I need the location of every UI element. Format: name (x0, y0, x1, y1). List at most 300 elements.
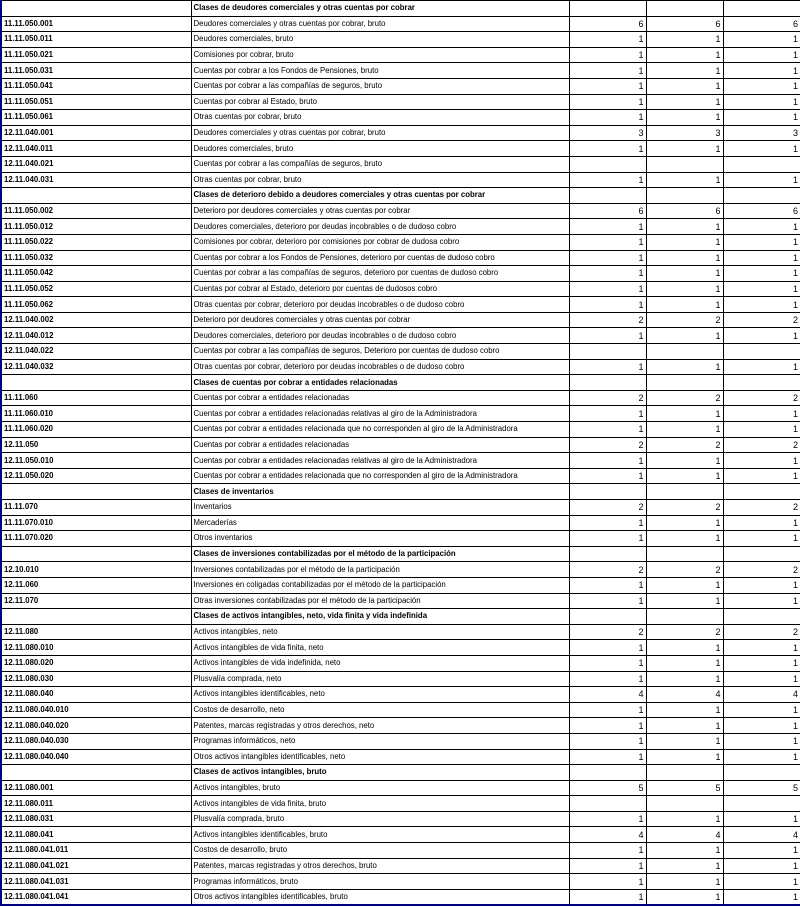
value-cell-1[interactable]: 1 (569, 593, 646, 609)
value-cell-3[interactable]: 1 (723, 874, 800, 890)
section-title-cell[interactable]: Clases de activos intangibles, neto, vida finita y vida indefinida (191, 609, 569, 625)
value-cell-3[interactable]: 1 (723, 172, 800, 188)
account-description-cell[interactable]: Cuentas por cobrar a entidades relacionadas (191, 390, 569, 406)
account-code-cell[interactable]: 11.11.050.011 (1, 32, 191, 48)
account-description-cell[interactable]: Plusvalía comprada, neto (191, 671, 569, 687)
value-cell-2[interactable]: 1 (646, 531, 723, 547)
account-description-cell[interactable]: Comisiones por cobrar, bruto (191, 47, 569, 63)
value-cell-2[interactable]: 1 (646, 32, 723, 48)
value-cell-1[interactable] (569, 609, 646, 625)
account-description-cell[interactable]: Otros activos intangibles identificables, bruto (191, 889, 569, 905)
account-code-cell[interactable]: 12.10.010 (1, 562, 191, 578)
account-description-cell[interactable]: Otras cuentas por cobrar, deterioro por deudas incobrables o de dudoso cobro (191, 359, 569, 375)
account-description-cell[interactable]: Deudores comerciales y otras cuentas por cobrar, bruto (191, 16, 569, 32)
account-code-cell[interactable]: 12.11.080.040.030 (1, 733, 191, 749)
account-code-cell[interactable]: 12.11.080.041.021 (1, 858, 191, 874)
value-cell-1[interactable]: 4 (569, 687, 646, 703)
account-description-cell[interactable]: Cuentas por cobrar a entidades relacionadas relativas al giro de la Administradora (191, 453, 569, 469)
value-cell-1[interactable]: 1 (569, 32, 646, 48)
value-cell-1[interactable]: 6 (569, 203, 646, 219)
value-cell-3[interactable]: 1 (723, 718, 800, 734)
account-description-cell[interactable]: Otros activos intangibles identificables, neto (191, 749, 569, 765)
account-description-cell[interactable]: Otros inventarios (191, 531, 569, 547)
value-cell-3[interactable]: 1 (723, 328, 800, 344)
value-cell-3[interactable]: 1 (723, 702, 800, 718)
value-cell-3[interactable]: 1 (723, 593, 800, 609)
value-cell-1[interactable]: 1 (569, 811, 646, 827)
value-cell-2[interactable]: 1 (646, 733, 723, 749)
value-cell-1[interactable]: 2 (569, 624, 646, 640)
account-code-cell[interactable]: 11.11.050.001 (1, 16, 191, 32)
value-cell-2[interactable] (646, 1, 723, 17)
value-cell-3[interactable]: 1 (723, 250, 800, 266)
value-cell-2[interactable]: 1 (646, 141, 723, 157)
account-description-cell[interactable]: Otras cuentas por cobrar, bruto (191, 110, 569, 126)
value-cell-1[interactable]: 4 (569, 827, 646, 843)
value-cell-1[interactable] (569, 344, 646, 360)
value-cell-1[interactable]: 1 (569, 141, 646, 157)
value-cell-1[interactable]: 2 (569, 500, 646, 516)
value-cell-2[interactable] (646, 156, 723, 172)
value-cell-2[interactable]: 1 (646, 78, 723, 94)
value-cell-3[interactable]: 1 (723, 234, 800, 250)
section-title-cell[interactable]: Clases de deterioro debido a deudores comerciales y otras cuentas por cobrar (191, 188, 569, 204)
account-description-cell[interactable]: Cuentas por cobrar al Estado, deterioro por cuentas de dudosos cobro (191, 281, 569, 297)
value-cell-3[interactable]: 1 (723, 32, 800, 48)
section-title-cell[interactable]: Clases de cuentas por cobrar a entidades relacionadas (191, 375, 569, 391)
value-cell-2[interactable]: 2 (646, 562, 723, 578)
account-code-cell[interactable]: 12.11.040.001 (1, 125, 191, 141)
value-cell-1[interactable] (569, 1, 646, 17)
value-cell-2[interactable]: 1 (646, 468, 723, 484)
value-cell-1[interactable] (569, 546, 646, 562)
account-description-cell[interactable]: Cuentas por cobrar a los Fondos de Pensiones, bruto (191, 63, 569, 79)
value-cell-2[interactable]: 6 (646, 16, 723, 32)
account-code-cell[interactable]: 12.11.040.021 (1, 156, 191, 172)
account-code-cell[interactable]: 11.11.050.052 (1, 281, 191, 297)
section-title-cell[interactable]: Clases de deudores comerciales y otras cuentas por cobrar (191, 1, 569, 17)
value-cell-1[interactable]: 1 (569, 234, 646, 250)
account-code-cell[interactable]: 12.11.070 (1, 593, 191, 609)
value-cell-3[interactable] (723, 188, 800, 204)
value-cell-2[interactable]: 1 (646, 515, 723, 531)
account-description-cell[interactable]: Deterioro por deudores comerciales y otras cuentas por cobrar (191, 312, 569, 328)
value-cell-2[interactable]: 1 (646, 250, 723, 266)
value-cell-3[interactable] (723, 796, 800, 812)
value-cell-3[interactable] (723, 546, 800, 562)
value-cell-1[interactable]: 1 (569, 858, 646, 874)
account-code-cell[interactable]: 12.11.080.011 (1, 796, 191, 812)
account-code-cell[interactable]: 12.11.040.011 (1, 141, 191, 157)
account-code-cell[interactable]: 11.11.050.051 (1, 94, 191, 110)
value-cell-2[interactable]: 1 (646, 858, 723, 874)
value-cell-3[interactable]: 4 (723, 827, 800, 843)
account-description-cell[interactable]: Cuentas por cobrar a entidades relacionadas relativas al giro de la Administradora (191, 406, 569, 422)
value-cell-3[interactable]: 6 (723, 203, 800, 219)
value-cell-1[interactable]: 2 (569, 390, 646, 406)
account-description-cell[interactable]: Cuentas por cobrar al Estado, bruto (191, 94, 569, 110)
value-cell-1[interactable]: 1 (569, 468, 646, 484)
value-cell-1[interactable]: 1 (569, 172, 646, 188)
value-cell-1[interactable]: 1 (569, 749, 646, 765)
value-cell-1[interactable] (569, 188, 646, 204)
value-cell-1[interactable]: 1 (569, 110, 646, 126)
value-cell-3[interactable] (723, 765, 800, 781)
account-description-cell[interactable]: Activos intangibles identificables, neto (191, 687, 569, 703)
value-cell-2[interactable] (646, 484, 723, 500)
value-cell-3[interactable]: 1 (723, 47, 800, 63)
account-description-cell[interactable]: Mercaderías (191, 515, 569, 531)
value-cell-1[interactable]: 3 (569, 125, 646, 141)
value-cell-1[interactable]: 6 (569, 16, 646, 32)
account-code-cell[interactable]: 12.11.040.012 (1, 328, 191, 344)
account-code-cell[interactable]: 11.11.060.020 (1, 422, 191, 438)
value-cell-2[interactable]: 1 (646, 889, 723, 905)
value-cell-3[interactable]: 4 (723, 687, 800, 703)
account-code-cell[interactable]: 11.11.050.061 (1, 110, 191, 126)
value-cell-2[interactable]: 1 (646, 718, 723, 734)
account-description-cell[interactable]: Inversiones en coligadas contabilizadas por el método de la participación (191, 577, 569, 593)
account-code-cell[interactable]: 11.11.070 (1, 500, 191, 516)
value-cell-3[interactable]: 1 (723, 266, 800, 282)
table-row (1, 827, 800, 843)
account-code-cell[interactable]: 11.11.050.031 (1, 63, 191, 79)
value-cell-3[interactable]: 2 (723, 312, 800, 328)
account-code-cell[interactable]: 12.11.080 (1, 624, 191, 640)
value-cell-2[interactable]: 1 (646, 63, 723, 79)
account-code-cell[interactable] (1, 765, 191, 781)
value-cell-2[interactable] (646, 188, 723, 204)
value-cell-3[interactable]: 1 (723, 655, 800, 671)
value-cell-3[interactable]: 1 (723, 468, 800, 484)
section-header-row (1, 609, 800, 625)
account-description-cell[interactable]: Deudores comerciales, deterioro por deudas incobrables o de dudoso cobro (191, 219, 569, 235)
account-code-cell[interactable]: 11.11.070.020 (1, 531, 191, 547)
value-cell-1[interactable]: 1 (569, 94, 646, 110)
value-cell-1[interactable]: 1 (569, 250, 646, 266)
value-cell-2[interactable]: 1 (646, 640, 723, 656)
value-cell-2[interactable]: 1 (646, 655, 723, 671)
value-cell-3[interactable]: 2 (723, 437, 800, 453)
value-cell-3[interactable]: 1 (723, 78, 800, 94)
value-cell-2[interactable]: 2 (646, 390, 723, 406)
account-code-cell[interactable]: 12.11.080.041 (1, 827, 191, 843)
value-cell-3[interactable]: 1 (723, 733, 800, 749)
value-cell-3[interactable]: 1 (723, 843, 800, 859)
value-cell-2[interactable]: 1 (646, 94, 723, 110)
account-description-cell[interactable]: Patentes, marcas registradas y otros derechos, bruto (191, 858, 569, 874)
account-description-cell[interactable]: Otras cuentas por cobrar, deterioro por deudas incobrables o de dudoso cobro (191, 297, 569, 313)
value-cell-1[interactable]: 1 (569, 47, 646, 63)
value-cell-1[interactable]: 1 (569, 406, 646, 422)
value-cell-1[interactable]: 1 (569, 219, 646, 235)
table-row (1, 94, 800, 110)
value-cell-2[interactable] (646, 375, 723, 391)
value-cell-2[interactable]: 4 (646, 687, 723, 703)
table-row (1, 858, 800, 874)
account-code-cell[interactable]: 12.11.040.031 (1, 172, 191, 188)
account-description-cell[interactable]: Cuentas por cobrar a las compañías de seguros, bruto (191, 78, 569, 94)
value-cell-2[interactable]: 1 (646, 297, 723, 313)
value-cell-1[interactable]: 1 (569, 297, 646, 313)
value-cell-2[interactable]: 1 (646, 328, 723, 344)
value-cell-3[interactable]: 1 (723, 63, 800, 79)
account-description-cell[interactable]: Programas informáticos, neto (191, 733, 569, 749)
value-cell-3[interactable]: 2 (723, 390, 800, 406)
account-code-cell[interactable]: 11.11.050.032 (1, 250, 191, 266)
value-cell-1[interactable] (569, 156, 646, 172)
value-cell-3[interactable]: 1 (723, 515, 800, 531)
account-description-cell[interactable]: Plusvalía comprada, bruto (191, 811, 569, 827)
value-cell-1[interactable]: 1 (569, 671, 646, 687)
account-code-cell[interactable] (1, 609, 191, 625)
table-row (1, 437, 800, 453)
account-description-cell[interactable]: Programas informáticos, bruto (191, 874, 569, 890)
account-description-cell[interactable]: Costos de desarrollo, neto (191, 702, 569, 718)
value-cell-3[interactable]: 1 (723, 110, 800, 126)
value-cell-2[interactable]: 1 (646, 422, 723, 438)
value-cell-3[interactable] (723, 375, 800, 391)
account-code-cell[interactable]: 12.11.080.030 (1, 671, 191, 687)
value-cell-1[interactable]: 5 (569, 780, 646, 796)
value-cell-3[interactable]: 1 (723, 141, 800, 157)
value-cell-2[interactable]: 1 (646, 671, 723, 687)
account-code-cell[interactable]: 12.11.080.041.031 (1, 874, 191, 890)
value-cell-1[interactable]: 1 (569, 733, 646, 749)
account-code-cell[interactable]: 11.11.050.021 (1, 47, 191, 63)
value-cell-3[interactable]: 1 (723, 577, 800, 593)
table-row (1, 281, 800, 297)
account-code-cell[interactable]: 12.11.080.020 (1, 655, 191, 671)
table-row (1, 328, 800, 344)
value-cell-3[interactable]: 1 (723, 889, 800, 905)
value-cell-1[interactable]: 1 (569, 640, 646, 656)
value-cell-2[interactable] (646, 546, 723, 562)
value-cell-3[interactable]: 1 (723, 406, 800, 422)
account-code-cell[interactable]: 12.11.040.002 (1, 312, 191, 328)
value-cell-1[interactable]: 2 (569, 312, 646, 328)
account-description-cell[interactable]: Cuentas por cobrar a entidades relacionada que no corresponden al giro de la Administradora (191, 468, 569, 484)
table-row (1, 796, 800, 812)
account-description-cell[interactable]: Costos de desarrollo, bruto (191, 843, 569, 859)
value-cell-3[interactable]: 6 (723, 16, 800, 32)
value-cell-1[interactable] (569, 765, 646, 781)
value-cell-1[interactable]: 1 (569, 63, 646, 79)
value-cell-3[interactable]: 1 (723, 94, 800, 110)
value-cell-2[interactable]: 1 (646, 577, 723, 593)
value-cell-3[interactable] (723, 344, 800, 360)
account-description-cell[interactable]: Deudores comerciales, deterioro por deudas incobrables o de dudoso cobro (191, 328, 569, 344)
value-cell-2[interactable]: 1 (646, 266, 723, 282)
value-cell-1[interactable]: 1 (569, 718, 646, 734)
account-code-cell[interactable] (1, 375, 191, 391)
account-description-cell[interactable]: Activos intangibles de vida indefinida, neto (191, 655, 569, 671)
value-cell-1[interactable]: 1 (569, 577, 646, 593)
value-cell-1[interactable]: 1 (569, 889, 646, 905)
account-description-cell[interactable]: Activos intangibles de vida finita, bruto (191, 796, 569, 812)
value-cell-1[interactable]: 1 (569, 359, 646, 375)
account-description-cell[interactable]: Activos intangibles, neto (191, 624, 569, 640)
value-cell-3[interactable]: 1 (723, 281, 800, 297)
account-code-cell[interactable]: 12.11.080.040.020 (1, 718, 191, 734)
account-code-cell[interactable]: 11.11.050.041 (1, 78, 191, 94)
account-code-cell[interactable]: 11.11.050.002 (1, 203, 191, 219)
value-cell-2[interactable]: 3 (646, 125, 723, 141)
value-cell-2[interactable]: 1 (646, 281, 723, 297)
account-code-cell[interactable]: 12.11.080.041.041 (1, 889, 191, 905)
value-cell-2[interactable]: 1 (646, 843, 723, 859)
value-cell-1[interactable]: 2 (569, 562, 646, 578)
account-description-cell[interactable]: Deudores comerciales, bruto (191, 32, 569, 48)
value-cell-3[interactable]: 1 (723, 453, 800, 469)
value-cell-2[interactable]: 1 (646, 874, 723, 890)
account-code-cell[interactable] (1, 1, 191, 17)
account-description-cell[interactable]: Cuentas por cobrar a los Fondos de Pensiones, deterioro por cuentas de dudoso cobro (191, 250, 569, 266)
account-code-cell[interactable]: 12.11.050 (1, 437, 191, 453)
value-cell-2[interactable]: 1 (646, 453, 723, 469)
account-description-cell[interactable]: Deterioro por deudores comerciales y otras cuentas por cobrar (191, 203, 569, 219)
account-description-cell[interactable]: Deudores comerciales y otras cuentas por cobrar, bruto (191, 125, 569, 141)
value-cell-2[interactable]: 2 (646, 437, 723, 453)
value-cell-1[interactable]: 1 (569, 843, 646, 859)
value-cell-3[interactable]: 1 (723, 219, 800, 235)
value-cell-2[interactable]: 1 (646, 702, 723, 718)
account-description-cell[interactable]: Deudores comerciales, bruto (191, 141, 569, 157)
value-cell-1[interactable]: 2 (569, 437, 646, 453)
account-code-cell[interactable]: 12.11.040.032 (1, 359, 191, 375)
value-cell-1[interactable] (569, 484, 646, 500)
value-cell-2[interactable]: 1 (646, 406, 723, 422)
value-cell-2[interactable]: 5 (646, 780, 723, 796)
value-cell-3[interactable] (723, 484, 800, 500)
value-cell-2[interactable] (646, 344, 723, 360)
value-cell-2[interactable]: 1 (646, 234, 723, 250)
value-cell-1[interactable]: 1 (569, 531, 646, 547)
account-code-cell[interactable]: 11.11.050.042 (1, 266, 191, 282)
value-cell-2[interactable]: 4 (646, 827, 723, 843)
section-title-cell[interactable]: Clases de inversiones contabilizadas por el método de la participación (191, 546, 569, 562)
value-cell-1[interactable]: 1 (569, 328, 646, 344)
value-cell-3[interactable]: 1 (723, 640, 800, 656)
account-description-cell[interactable]: Cuentas por cobrar a las compañías de seguros, Deterioro por cuentas de dudoso cobro (191, 344, 569, 360)
account-code-cell[interactable]: 11.11.060.010 (1, 406, 191, 422)
value-cell-2[interactable]: 1 (646, 47, 723, 63)
table-row (1, 406, 800, 422)
value-cell-1[interactable]: 1 (569, 422, 646, 438)
account-description-cell[interactable]: Cuentas por cobrar a entidades relacionadas (191, 437, 569, 453)
value-cell-1[interactable]: 1 (569, 874, 646, 890)
account-code-cell[interactable]: 11.11.050.012 (1, 219, 191, 235)
table-row (1, 32, 800, 48)
account-code-cell[interactable] (1, 546, 191, 562)
value-cell-2[interactable]: 2 (646, 312, 723, 328)
value-cell-3[interactable]: 5 (723, 780, 800, 796)
account-description-cell[interactable]: Activos intangibles, bruto (191, 780, 569, 796)
account-description-cell[interactable]: Cuentas por cobrar a las compañías de seguros, deterioro por cuentas de dudoso cobro (191, 266, 569, 282)
value-cell-3[interactable]: 1 (723, 811, 800, 827)
account-code-cell[interactable]: 12.11.050.010 (1, 453, 191, 469)
section-title-cell[interactable]: Clases de inventarios (191, 484, 569, 500)
value-cell-3[interactable]: 1 (723, 297, 800, 313)
account-code-cell[interactable] (1, 484, 191, 500)
account-code-cell[interactable]: 11.11.070.010 (1, 515, 191, 531)
account-code-cell[interactable]: 12.11.080.031 (1, 811, 191, 827)
account-code-cell[interactable]: 12.11.080.001 (1, 780, 191, 796)
value-cell-2[interactable] (646, 765, 723, 781)
account-code-cell[interactable] (1, 188, 191, 204)
value-cell-1[interactable]: 1 (569, 655, 646, 671)
account-code-cell[interactable]: 12.11.050.020 (1, 468, 191, 484)
account-description-cell[interactable]: Activos intangibles identificables, bruto (191, 827, 569, 843)
value-cell-3[interactable]: 2 (723, 624, 800, 640)
value-cell-1[interactable]: 1 (569, 515, 646, 531)
account-code-cell[interactable]: 12.11.040.022 (1, 344, 191, 360)
account-description-cell[interactable]: Inversiones contabilizadas por el método de la participación (191, 562, 569, 578)
value-cell-2[interactable]: 1 (646, 593, 723, 609)
value-cell-2[interactable] (646, 796, 723, 812)
value-cell-3[interactable]: 1 (723, 422, 800, 438)
value-cell-1[interactable]: 1 (569, 266, 646, 282)
value-cell-3[interactable] (723, 1, 800, 17)
value-cell-3[interactable]: 1 (723, 858, 800, 874)
value-cell-1[interactable] (569, 796, 646, 812)
value-cell-3[interactable] (723, 609, 800, 625)
value-cell-3[interactable]: 1 (723, 531, 800, 547)
value-cell-3[interactable]: 1 (723, 671, 800, 687)
account-description-cell[interactable]: Inventarios (191, 500, 569, 516)
value-cell-1[interactable]: 1 (569, 702, 646, 718)
account-description-cell[interactable]: Otras cuentas por cobrar, bruto (191, 172, 569, 188)
value-cell-1[interactable]: 1 (569, 281, 646, 297)
value-cell-2[interactable]: 1 (646, 172, 723, 188)
value-cell-2[interactable]: 1 (646, 749, 723, 765)
value-cell-3[interactable]: 2 (723, 500, 800, 516)
value-cell-3[interactable] (723, 156, 800, 172)
account-code-cell[interactable]: 12.11.080.040.010 (1, 702, 191, 718)
account-description-cell[interactable]: Cuentas por cobrar a entidades relacionada que no corresponden al giro de la Administradora (191, 422, 569, 438)
value-cell-3[interactable]: 2 (723, 562, 800, 578)
value-cell-3[interactable]: 3 (723, 125, 800, 141)
account-code-cell[interactable]: 11.11.050.062 (1, 297, 191, 313)
value-cell-2[interactable]: 6 (646, 203, 723, 219)
value-cell-2[interactable]: 1 (646, 110, 723, 126)
value-cell-2[interactable]: 2 (646, 500, 723, 516)
account-code-cell[interactable]: 12.11.080.010 (1, 640, 191, 656)
value-cell-2[interactable]: 2 (646, 624, 723, 640)
value-cell-2[interactable] (646, 609, 723, 625)
account-code-cell[interactable]: 12.11.080.040 (1, 687, 191, 703)
value-cell-3[interactable]: 1 (723, 749, 800, 765)
account-code-cell[interactable]: 12.11.080.040.040 (1, 749, 191, 765)
value-cell-3[interactable]: 1 (723, 359, 800, 375)
account-code-cell[interactable]: 12.11.060 (1, 577, 191, 593)
account-description-cell[interactable]: Otras inversiones contabilizadas por el método de la participación (191, 593, 569, 609)
account-description-cell[interactable]: Cuentas por cobrar a las compañías de seguros, bruto (191, 156, 569, 172)
account-code-cell[interactable]: 11.11.050.022 (1, 234, 191, 250)
value-cell-2[interactable]: 1 (646, 359, 723, 375)
section-title-cell[interactable]: Clases de activos intangibles, bruto (191, 765, 569, 781)
value-cell-1[interactable]: 1 (569, 453, 646, 469)
account-description-cell[interactable]: Comisiones por cobrar, deterioro por comisiones por cobrar de dudosa cobro (191, 234, 569, 250)
account-code-cell[interactable]: 11.11.060 (1, 390, 191, 406)
value-cell-2[interactable]: 1 (646, 811, 723, 827)
value-cell-1[interactable]: 1 (569, 78, 646, 94)
value-cell-2[interactable]: 1 (646, 219, 723, 235)
account-description-cell[interactable]: Activos intangibles de vida finita, neto (191, 640, 569, 656)
account-code-cell[interactable]: 12.11.080.041.011 (1, 843, 191, 859)
account-description-cell[interactable]: Patentes, marcas registradas y otros derechos, neto (191, 718, 569, 734)
value-cell-1[interactable] (569, 375, 646, 391)
